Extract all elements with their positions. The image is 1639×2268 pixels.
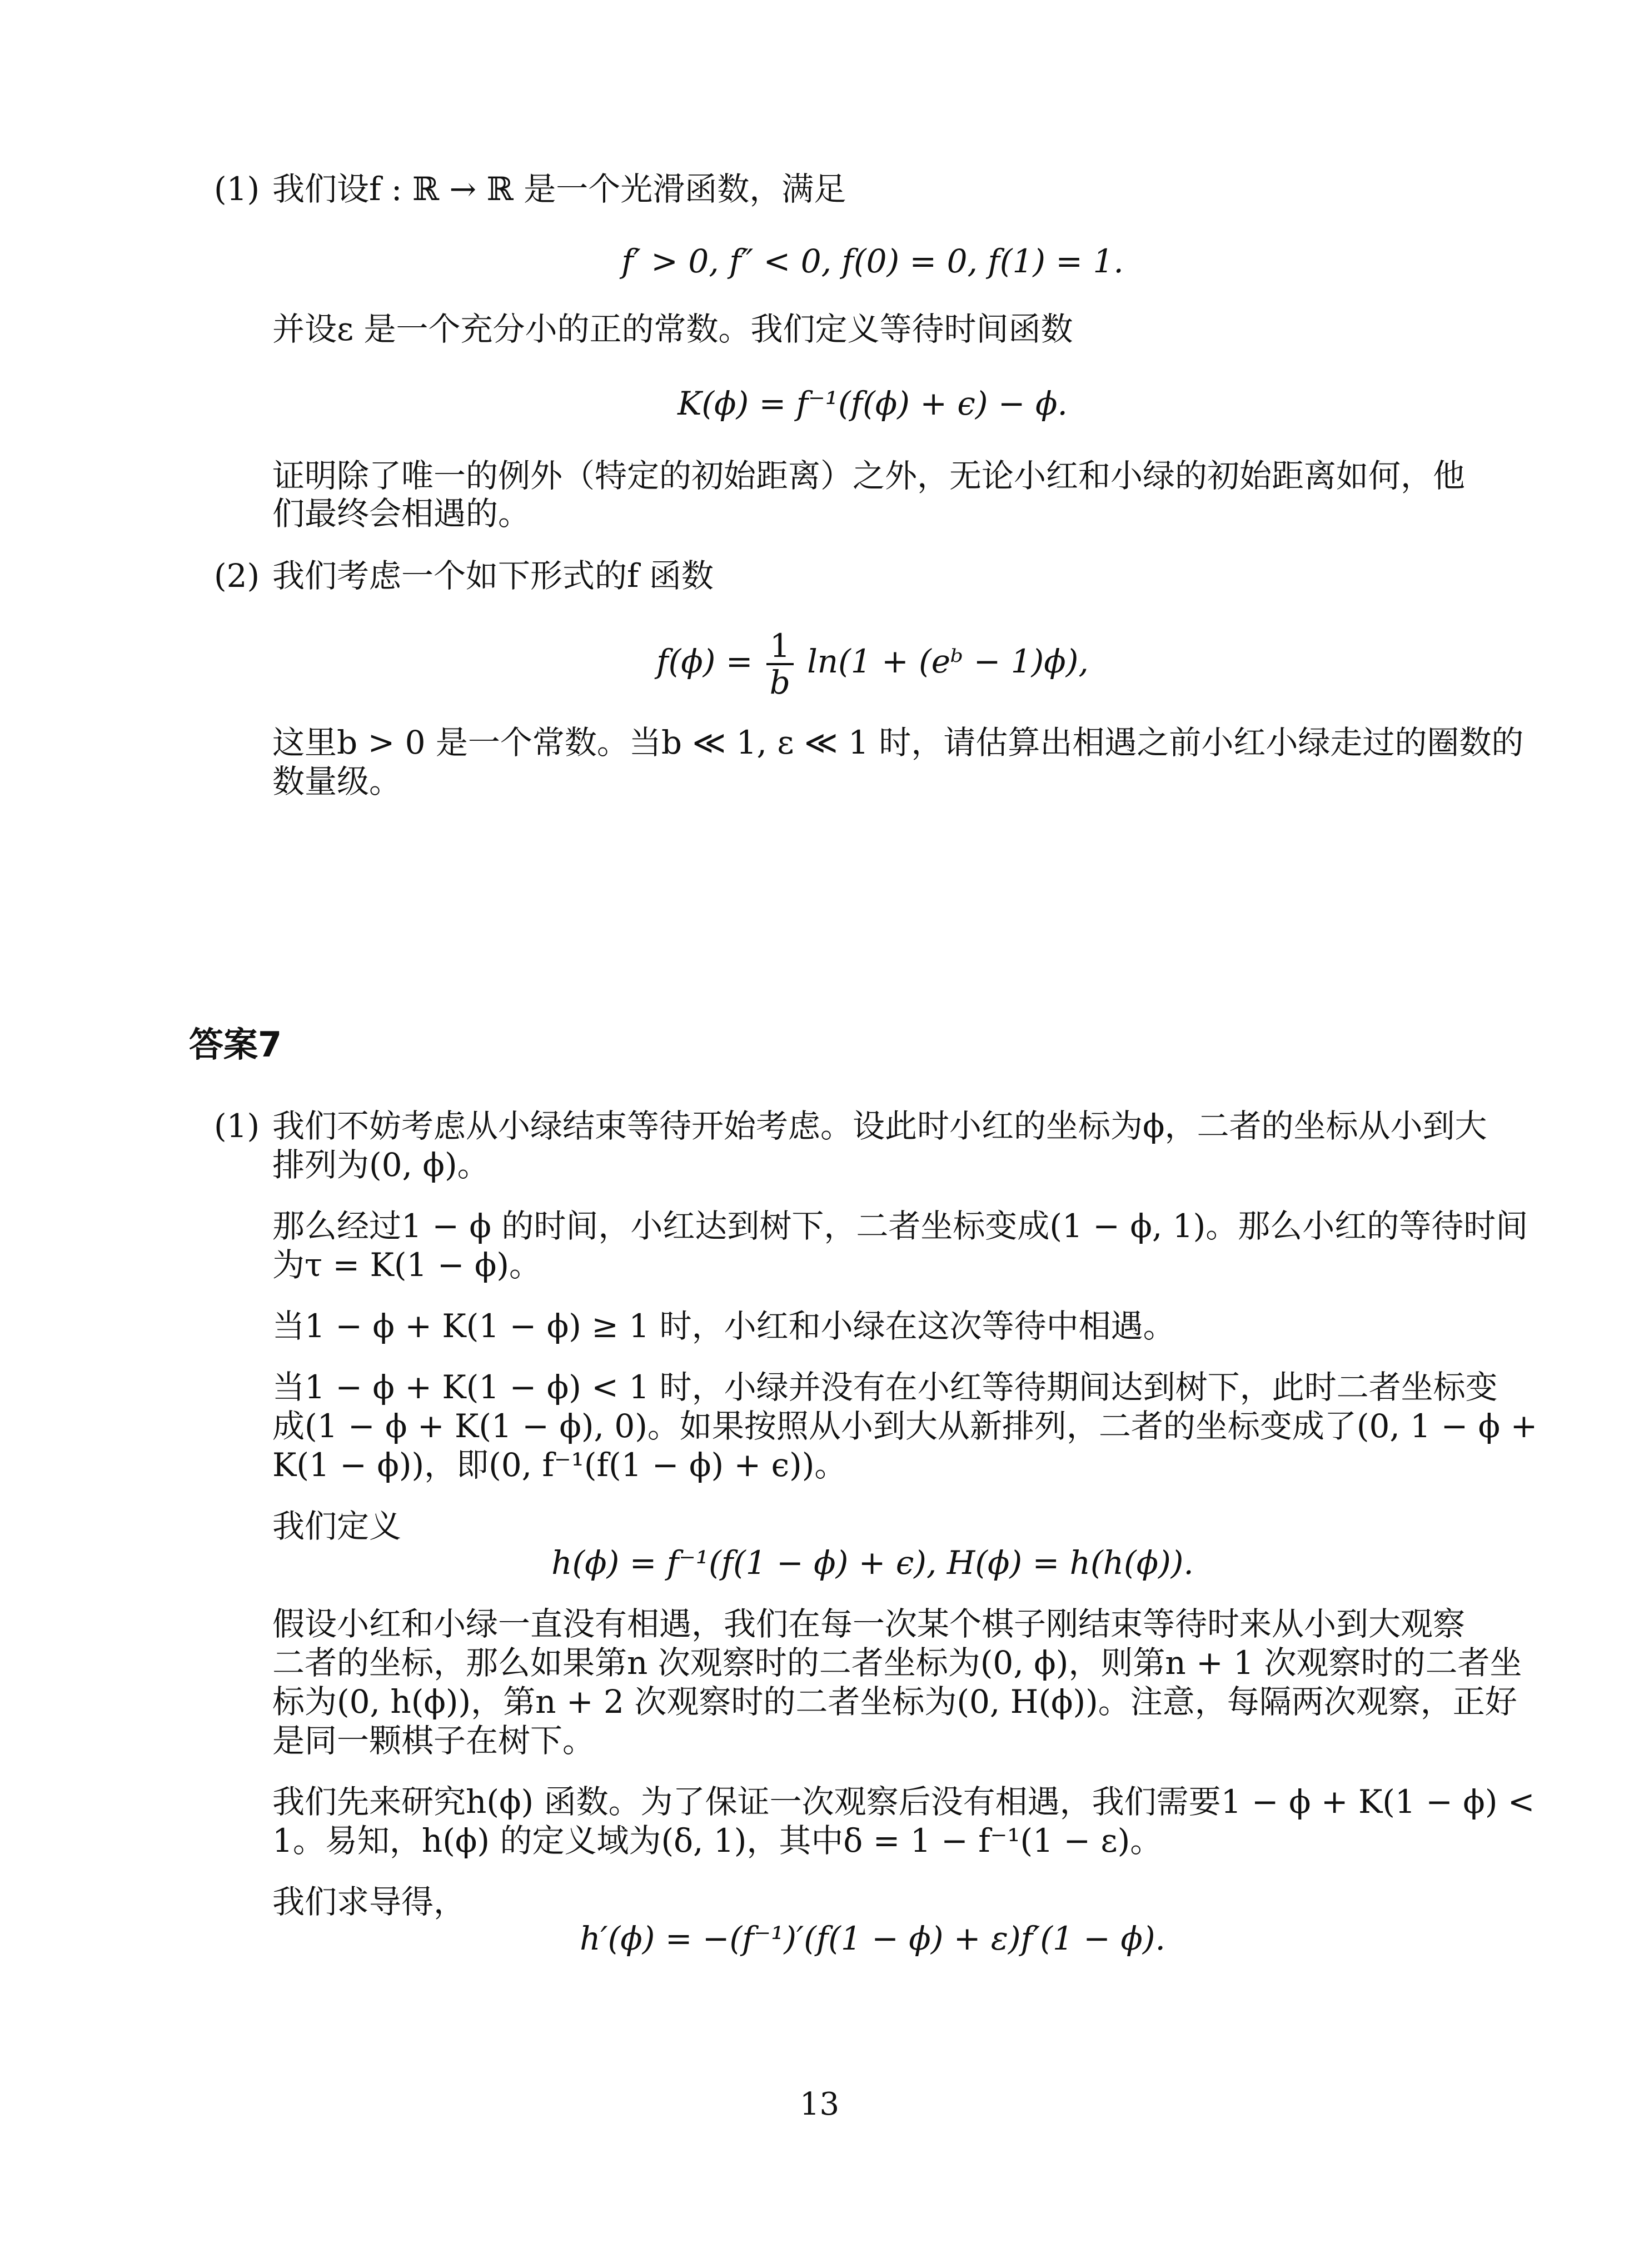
equation-K: K(ϕ) = f⁻¹(f(ϕ) + ϵ) − ϕ.	[677, 385, 1068, 422]
answer-para8: 我们求导得，	[272, 1883, 466, 1921]
answer-para3: 当1 − ϕ + K(1 − ϕ) ≥ 1 时，小红和小绿在这次等待中相遇。	[272, 1307, 1175, 1345]
answer-para4c: K(1 − ϕ))，即(0, f⁻¹(f(1 − ϕ) + ϵ))。	[272, 1446, 847, 1484]
answer-para7b: 1。易知，h(ϕ) 的定义域为(δ, 1)，其中δ = 1 − f⁻¹(1 − ε)。	[272, 1822, 1163, 1860]
fraction-numerator: 1	[766, 629, 794, 665]
equation-h-prime: h′(ϕ) = −(f⁻¹)′(f(1 − ϕ) + ε)f′(1 − ϕ).	[580, 1920, 1165, 1957]
answer-para5: 我们定义	[272, 1507, 402, 1545]
problem-1-number: (1)	[214, 170, 260, 208]
problem-1-line3a: 证明除了唯一的例外（特定的初始距离）之外，无论小红和小绿的初始距离如何，他	[272, 457, 1466, 495]
answer-para7a: 我们先来研究h(ϕ) 函数。为了保证一次观察后没有相遇，我们需要1 − ϕ + K(1 − ϕ) <	[272, 1783, 1535, 1821]
equation-f-lhs: f(ϕ) =	[656, 642, 753, 680]
problem-2-number: (2)	[214, 557, 260, 595]
problem-1-line3b: 们最终会相遇的。	[272, 495, 531, 532]
answer-para1a: 我们不妨考虑从小绿结束等待开始考虑。设此时小红的坐标为ϕ，二者的坐标从小到大	[272, 1107, 1487, 1145]
page-number: 13	[799, 2086, 840, 2122]
answer-para4a: 当1 − ϕ + K(1 − ϕ) < 1 时，小绿并没有在小红等待期间达到树下，此时二者坐标变	[272, 1368, 1498, 1406]
fraction-denominator: b	[769, 663, 790, 701]
equation-conditions: f′ > 0, f″ < 0, f(0) = 0, f(1) = 1.	[621, 242, 1124, 280]
problem-2-intro: 我们考虑一个如下形式的f 函数	[272, 557, 714, 595]
answer-para6b: 二者的坐标，那么如果第n 次观察时的二者坐标为(0, ϕ)，则第n + 1 次观察时的二者坐	[272, 1644, 1522, 1682]
answer-para2a: 那么经过1 − ϕ 的时间，小红达到树下，二者坐标变成(1 − ϕ, 1)。那么小红的等待时间	[272, 1207, 1528, 1245]
answer-para1b: 排列为(0, ϕ)。	[272, 1146, 490, 1184]
problem-2-line2b: 数量级。	[272, 762, 402, 800]
equation-fraction	[766, 626, 794, 701]
answer-para6c: 标为(0, h(ϕ))，第n + 2 次观察时的二者坐标为(0, H(ϕ))。注意，每隔两次观察，正好	[272, 1683, 1517, 1721]
answer-para4b: 成(1 − ϕ + K(1 − ϕ), 0)。如果按照从小到大从新排列，二者的坐标变成了(0, 1 − ϕ +	[272, 1407, 1538, 1445]
answer-para6a: 假设小红和小绿一直没有相遇，我们在每一次某个棋子刚结束等待时来从小到大观察	[272, 1605, 1466, 1643]
answer-para2b: 为τ = K(1 − ϕ)。	[272, 1246, 542, 1284]
problem-1-intro: 我们设f : ℝ → ℝ 是一个光滑函数，满足	[272, 170, 846, 208]
equation-f-log	[272, 622, 1473, 700]
problem-1-line2: 并设ε 是一个充分小的正的常数。我们定义等待时间函数	[272, 310, 1073, 348]
answer-para6d: 是同一颗棋子在树下。	[272, 1722, 595, 1759]
answer-1-number: (1)	[214, 1107, 260, 1145]
equation-h-H: h(ϕ) = f⁻¹(f(1 − ϕ) + ϵ), H(ϕ) = h(h(ϕ)).	[551, 1544, 1194, 1582]
equation-f-rhs: ln(1 + (eᵇ − 1)ϕ),	[807, 642, 1089, 680]
problem-2-line2a: 这里b > 0 是一个常数。当b ≪ 1, ε ≪ 1 时，请估算出相遇之前小红小绿走过的圈数的	[272, 724, 1524, 761]
answer-heading: 答案7	[189, 1024, 282, 1065]
